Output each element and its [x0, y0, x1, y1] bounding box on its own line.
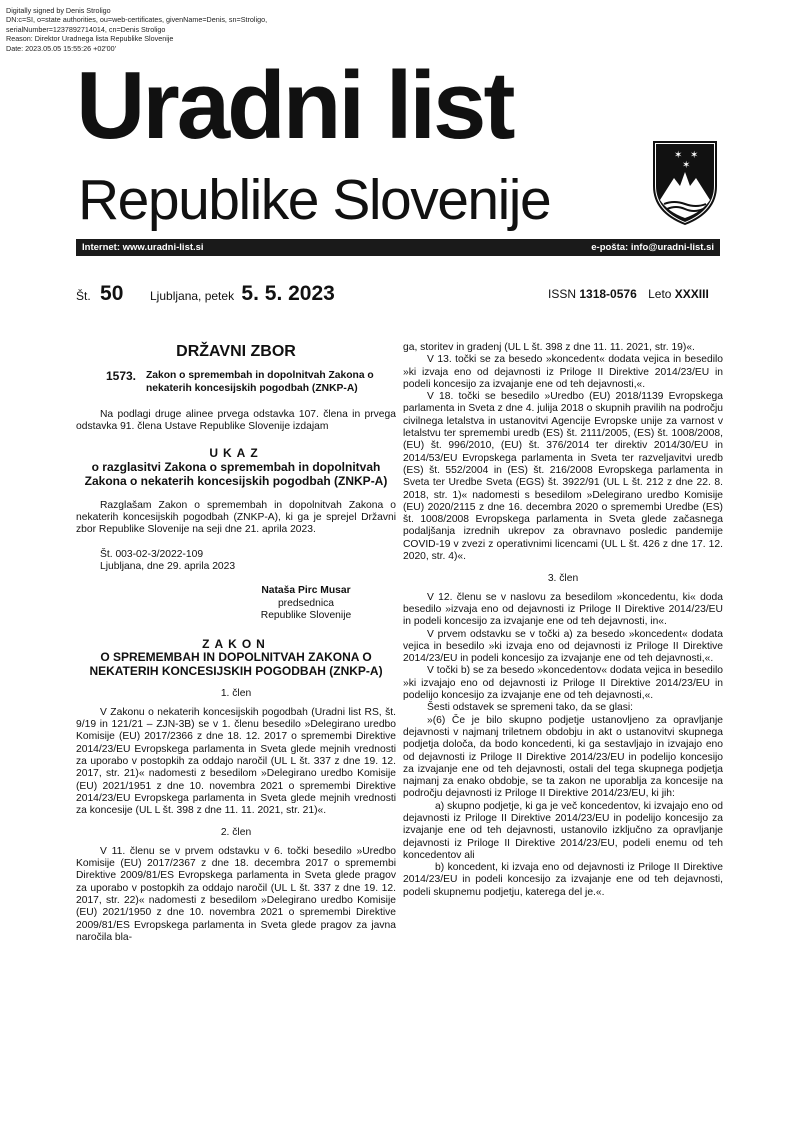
- paragraph: V 12. členu se v naslovu za besedilom »koncedentu, ki« doda besedilo »izvaja eno od dejavnosti iz Priloge II Direktive 2014/23/EU in podeli koncesijo za izvajanje ene od teh dejavnosti, in«.: [403, 591, 723, 628]
- razglasam-paragraph: Razglašam Zakon o spremembah in dopolnitvah Zakona o nekaterih koncesijskih pogodbah (ZNKP-A), ki ga je sprejel Državni zbor Republike Slovenije na seji dne 21. aprila 2023.: [76, 499, 396, 536]
- zakon-subtitle: O SPREMEMBAH IN DOPOLNITVAH ZAKONA O NEKATERIH KONCESIJSKIH POGODBAH (ZNKP-A): [89, 650, 383, 679]
- issue-issn: [548, 287, 709, 301]
- paragraph: V 18. točki se besedilo »Uredbo (EU) 2018/1139 Evropskega parlamenta in Sveta z dne 4. julija 2018 o skupnih pravilih na področju civilnega letalstva in ustanovitvi Agencije Evropske unije za varnost v letalstvu ter spremembi uredb (ES) št. 2111/2005, (ES) št. 1008/2008, (EU) št. 996/2010, (EU) št. 376/2014 ter direktiv 2014/30/EU in 2014/53/EU Evropskega parlamenta in Sveta ter razveljavitvi uredb (ES) št. 552/2004 in (ES) št. 216/2008 Evropskega parlamenta in Sveta ter Uredbe Sveta (EGS) št. 3922/91 (UL L št. 212 z dne 22. 8. 2018, str. 1)« nadomesti s besedilom »Delegirano uredbo Komisije (EU) 2020/2115 z dne 16. decembra 2020 o spremembi Uredbe (ES) št. 1008/2008 Evropskega parlamenta in Sveta glede začasnega podaljšanja izrednih ukrepov za obravnavo posledic pandemije COVID-19 v zvezi z operativnimi licencami (UL L št. 426 z dne 17. 12. 2020, str. 4)«.: [403, 391, 723, 563]
- paragraph: V točki b) se za besedo »koncedentov« dodata vejica in besedilo »ki izvajajo eno od dejavnosti iz Priloge II Direktive 2014/23/EU in podelijo koncesijo za izvajanje ene od teh dejavnosti,«.: [403, 665, 723, 702]
- issn-value: 1318-0576: [579, 287, 637, 301]
- right-column: [403, 342, 723, 899]
- issue-number-label: Št.: [76, 289, 91, 303]
- email-link[interactable]: e-pošta: info@uradni-list.si: [591, 242, 714, 253]
- masthead-title: Uradni list: [76, 52, 513, 159]
- digital-signature-block: [6, 6, 267, 53]
- signature-line: Reason: Direktor Uradnega lista Republike Slovenije: [6, 34, 174, 44]
- zakon-heading: ZAKON: [202, 637, 270, 652]
- signer-role: predsednica: [277, 597, 335, 609]
- svg-text:✶: ✶: [674, 150, 683, 161]
- signature-line: DN:c=SI, o=state authorities, ou=web-certificates, givenName=Denis, sn=Stroligo,: [6, 15, 268, 25]
- svg-text:✶: ✶: [690, 150, 699, 161]
- paragraph: V prvem odstavku se v točki a) za besedo »koncedent« dodata vejica in besedilo »ki izvaja eno od dejavnosti iz Priloge II Direktive 2014/23/EU in podeli koncesijo za izvajanje ene od teh dejavnosti,«.: [403, 628, 723, 665]
- article-1-text: V Zakonu o nekaterih koncesijskih pogodbah (Uradni list RS, št. 9/19 in 121/21 – ZJN-3B) se v 1. členu besedilo »Delegirano uredbo Komisije (EU) 2017/2366 z dne 18. 12. 2017 o spremembi Direktive 2014/23/EU Evropskega parlamenta in Sveta glede mejnih vrednosti za uporabo v postopkih za oddajo naročil (UL L št. 337 z dne 19. 12. 2017, str. 21)« nadomesti z besedilom »Delegirano uredbo Komisije (EU) 2021/1951 z dne 10. novembra 2021 o spremembi Direktive 2014/23/EU Evropskega parlamenta in Sveta glede mejnih vrednosti za koncesije (UL L št. 398 z dne 11. 11. 2021, str. 21)«.: [76, 706, 396, 817]
- svg-text:✶: ✶: [682, 160, 691, 171]
- slovenia-coat-of-arms-icon: [650, 138, 720, 226]
- reference-date: Ljubljana, dne 29. aprila 2023: [100, 560, 236, 572]
- act-heading: [76, 370, 396, 395]
- paragraph: Šesti odstavek se spremeni tako, da se glasi:: [427, 702, 634, 714]
- signature-line: Date: 2023.05.05 15:55:26 +02'00': [6, 43, 117, 53]
- leto-label: Leto: [648, 287, 672, 301]
- issue-number-value: 50: [100, 282, 124, 305]
- issn-label: ISSN: [548, 287, 577, 301]
- leto-value: XXXIII: [674, 287, 709, 301]
- paragraph: »(6) Če je bilo skupno podjetje ustanovljeno za opravljanje dejavnosti v najmanj triletnem obdobju in akt o ustanovitvi skupnega podjetja določa, da bodo koncedenti, ki ga sestavljajo in izvajajo eno od dejavnosti iz Priloge II Direktive 2014/23/EU in podelijo koncesijo za izvajanje ene od teh dejavnosti, ostali del tega skupnega podjetja najmanj za enako obdobje, se ta zakon ne uporablja za koncesije na področju dejavnosti iz Priloge II Direktive 2014/23/EU, ki jih:: [403, 714, 723, 800]
- intro-paragraph: Na podlagi druge alinee prvega odstavka 107. člena in prvega odstavka 91. člena Ustave Republike Slovenije izdajam: [76, 408, 396, 433]
- article-1-heading: 1. člen: [220, 688, 252, 700]
- website-link[interactable]: Internet: www.uradni-list.si: [82, 242, 204, 253]
- paragraph: b) koncedent, ki izvaja eno od dejavnosti iz Priloge II Direktive 2014/23/EU in podeli koncesijo za izvajanje ene od teh dejavnosti, podeli skupnemu podjetju, katerega del je.«.: [403, 862, 723, 898]
- act-number: 1573.: [105, 369, 136, 384]
- issue-date-value: 5. 5. 2023: [241, 282, 335, 305]
- paragraph: V 13. točki se za besedo »koncedent« dodata vejica in besedilo »ki izvaja eno od dejavnosti iz Priloge II Direktive 2014/23/EU in podeli koncesijo za izvajanje ene od teh dejavnosti,«.: [403, 354, 723, 390]
- act-title: Zakon o spremembah in dopolnitvah Zakona o nekaterih koncesijskih pogodbah (ZNKP-A): [146, 370, 374, 394]
- masthead-subtitle: Republike Slovenije: [78, 168, 551, 232]
- article-2-continuation: ga, storitev in gradenj (UL L št. 398 z dne 11. 11. 2021, str. 19)«.: [403, 342, 695, 353]
- reference-number: Št. 003-02-3/2022-109: [100, 548, 204, 560]
- issue-number: [76, 282, 123, 306]
- signer-name: Nataša Pirc Musar: [261, 585, 351, 597]
- signature-line: serialNumber=1237892714014, cn=Denis Stroligo: [6, 24, 166, 34]
- signer-organization: Republike Slovenije: [260, 609, 352, 621]
- paragraph: a) skupno podjetje, ki ga je več koncedentov, ki izvajajo eno od dejavnosti iz Priloge II Direktive 2014/23/EU in podelijo koncesijo za izvajanje ene od teh dejavnosti, ustanovilo izključno za opravljanje dejavnosti iz Priloge II Direktive 2014/23/EU, podeli enemu od teh koncedentov ali: [403, 800, 723, 861]
- signature-line: Digitally signed by Denis Stroligo: [6, 6, 111, 15]
- section-heading: DRŽAVNI ZBOR: [176, 343, 296, 360]
- masthead-contact-bar: [76, 239, 720, 256]
- ukaz-subtitle: o razglasitvi Zakona o spremembah in dopolnitvah Zakona o nekaterih koncesijskih pogodbah (ZNKP-A): [84, 459, 388, 488]
- article-3-heading: 3. člen: [547, 573, 579, 585]
- left-column: [76, 338, 396, 944]
- ukaz-heading: UKAZ: [209, 446, 263, 461]
- article-2-heading: 2. člen: [220, 827, 252, 839]
- issue-place-day: Ljubljana, petek: [150, 289, 235, 303]
- issue-date: [150, 282, 335, 306]
- article-2-text: V 11. členu se v prvem odstavku v 6. točki besedilo »Uredbo Komisije (EU) 2017/2367 z dne 18. decembra 2017 o spremembi Direktive 2009/81/ES Evropskega parlamenta in Sveta glede pragov za uporabo v postopkih za oddajo naročil (UL L št. 337 z dne 19. 12. 2017, str. 22)« nadomesti z besedilom »Delegirano uredbo Komisije (EU) 2021/1950 z dne 10. novembra 2021 o spremembi Direktive 2009/81/ES Evropskega parlamenta in Sveta glede pragov za javna naročila bla-: [76, 845, 396, 943]
